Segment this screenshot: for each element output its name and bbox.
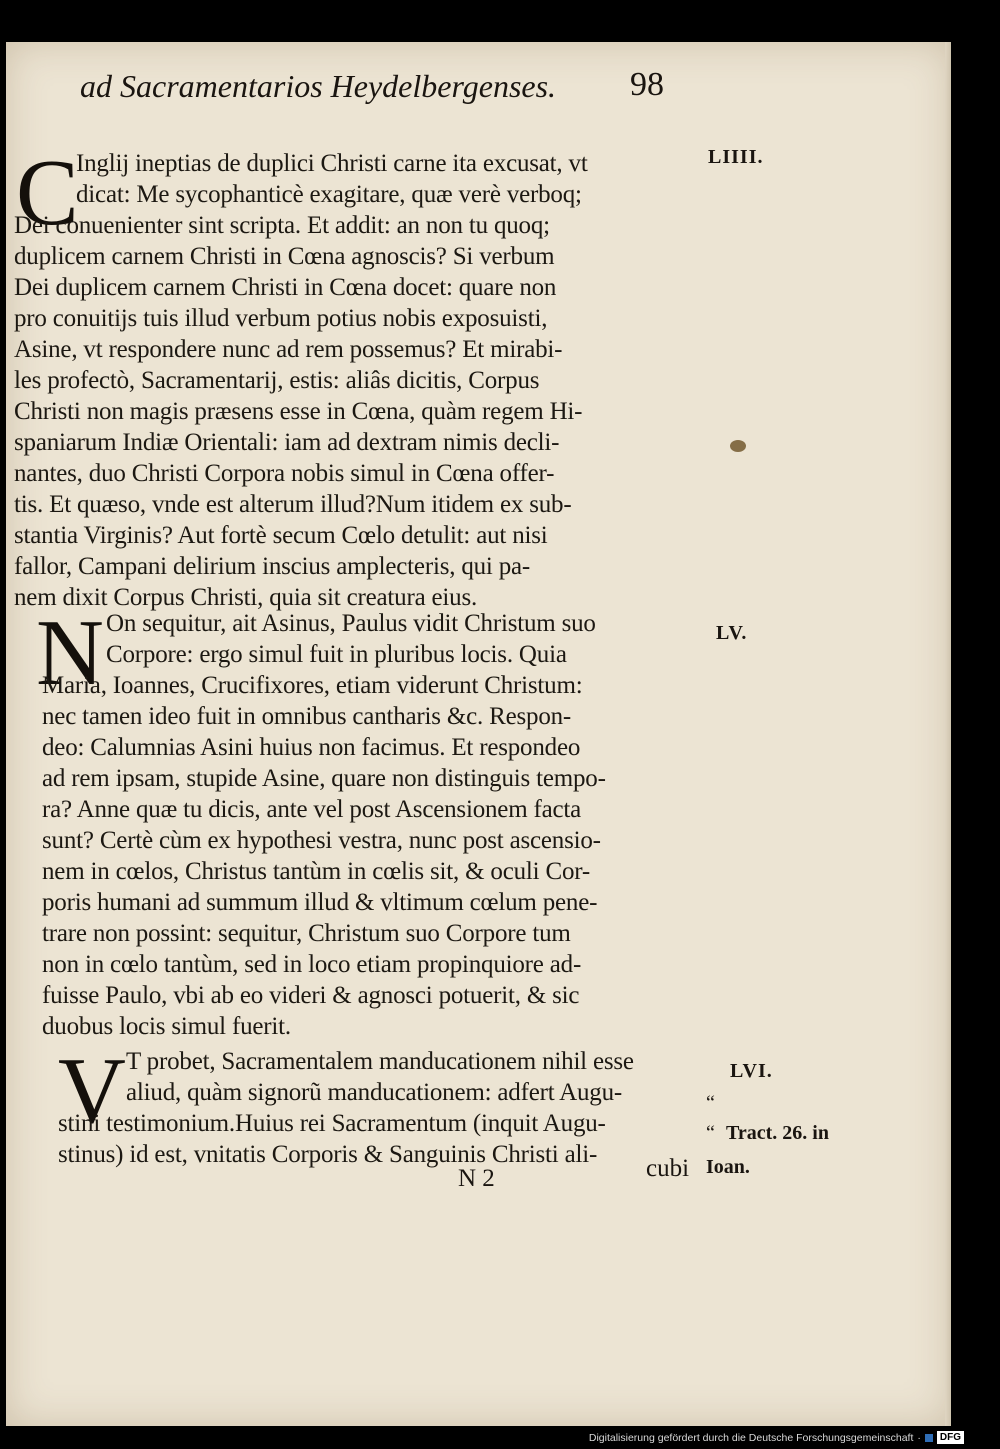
text-line: spaniarum Indiæ Orientali: iam ad dextram nimis decli- xyxy=(14,429,560,456)
catchword: cubi xyxy=(646,1155,690,1182)
drop-initial: C xyxy=(16,141,79,245)
footer-text: Digitalisierung gefördert durch die Deutsche Forschungsgemeinschaft xyxy=(588,1431,914,1444)
citation-reference: Tract. 26. in xyxy=(726,1122,829,1144)
margin-numeral: LIIII. xyxy=(708,146,764,168)
margin-numeral: LV. xyxy=(716,622,748,644)
text-line: nem dixit Corpus Christi, quia sit creatura eius. xyxy=(14,584,478,611)
text-line: nem in cœlos, Christus tantùm in cœlis sit, & oculi Cor- xyxy=(42,858,590,885)
dfg-square-icon xyxy=(925,1434,933,1442)
text-line: fallor, Campani delirium inscius amplecteris, qui pa- xyxy=(14,553,531,580)
text-line: sunt? Certè cùm ex hypothesi vestra, nunc post ascensio- xyxy=(42,827,601,854)
running-header xyxy=(80,68,680,108)
margin-numeral: LVI. xyxy=(730,1060,773,1082)
text-line: pro conuitijs tuis illud verbum potius nobis exposuisti, xyxy=(14,305,548,332)
text-line: stinus) id est, vnitatis Corporis & Sanguinis Christi ali- xyxy=(58,1141,598,1168)
text-line: stini testimonium.Huius rei Sacramentum (inquit Augu- xyxy=(58,1110,606,1137)
text-line: Asine, vt respondere nunc ad rem possemus? Et mirabi- xyxy=(14,336,563,363)
running-title: ad Sacramentarios Heydelbergenses. xyxy=(80,68,557,104)
text-line: T probet, Sacramentalem manducationem nihil esse xyxy=(126,1048,634,1075)
text-line: Christi non magis præsens esse in Cœna, quàm regem Hi- xyxy=(14,398,583,425)
text-line: poris humani ad summum illud & vltimum cœlum pene- xyxy=(42,889,598,916)
text-line: On sequitur, ait Asinus, Paulus vidit Christum suo xyxy=(106,610,596,637)
text-line: les profectò, Sacramentarij, estis: aliâs dicitis, Corpus xyxy=(14,367,540,394)
quote-marks: “ xyxy=(706,1092,716,1114)
paragraph-1 xyxy=(14,141,684,611)
text-line: duobus locis simul fuerit. xyxy=(42,1013,291,1040)
text-line: ad rem ipsam, stupide Asine, quare non distinguis tempo- xyxy=(42,765,606,792)
text-line: nec tamen ideo fuit in omnibus cantharis &c. Respon- xyxy=(42,703,572,730)
footer-separator: · xyxy=(917,1431,921,1444)
text-line: Inglij ineptias de duplici Christi carne ita excusat, vt xyxy=(76,150,588,177)
text-line: dicat: Me sycophanticè exagitare, quæ verè verboq; xyxy=(76,181,582,208)
paragraph-3 xyxy=(14,1039,684,1178)
text-line: deo: Calumnias Asini huius non facimus. Et respondeo xyxy=(42,734,581,761)
citation-reference: Ioan. xyxy=(706,1156,750,1178)
quote-marks: “ xyxy=(706,1122,716,1144)
drop-initial: N xyxy=(36,601,104,705)
text-line: fuisse Paulo, vbi ab eo videri & agnosci potuerit, & sic xyxy=(42,982,580,1009)
text-line: Corpore: ergo simul fuit in pluribus locis. Quia xyxy=(106,641,567,668)
text-line: nantes, duo Christi Corpora nobis simul in Cœna offer- xyxy=(14,460,555,487)
text-line: stantia Virginis? Aut fortè secum Cœlo detulit: aut nisi xyxy=(14,522,548,549)
text-line: Dei conuenienter sint scripta. Et addit: an non tu quoq; xyxy=(14,212,550,239)
text-line: non in cœlo tantùm, sed in loco etiam propinquiore ad- xyxy=(42,951,582,978)
paper-stain xyxy=(730,440,746,452)
dfg-logo: DFG xyxy=(937,1431,964,1444)
paragraph-2 xyxy=(14,601,684,1040)
text-line: Maria, Ioannes, Crucifixores, etiam viderunt Christum: xyxy=(42,672,583,699)
text-line: aliud, quàm signorũ manducationem: adfert Augu- xyxy=(126,1079,623,1106)
text-line: tis. Et quæso, vnde est alterum illud?Num itidem ex sub- xyxy=(14,491,572,518)
footer-credit xyxy=(589,1430,964,1445)
drop-initial: V xyxy=(58,1039,126,1143)
text-line: ra? Anne quæ tu dicis, ante vel post Ascensionem facta xyxy=(42,796,582,823)
text-line: Dei duplicem carnem Christi in Cœna docet: quare non xyxy=(14,274,557,301)
text-line: duplicem carnem Christi in Cœna agnoscis? Si verbum xyxy=(14,243,555,270)
signature-mark: N 2 xyxy=(458,1165,495,1192)
page-number: 98 xyxy=(630,66,664,103)
text-line: trare non possint: sequitur, Christum suo Corpore tum xyxy=(42,920,571,947)
